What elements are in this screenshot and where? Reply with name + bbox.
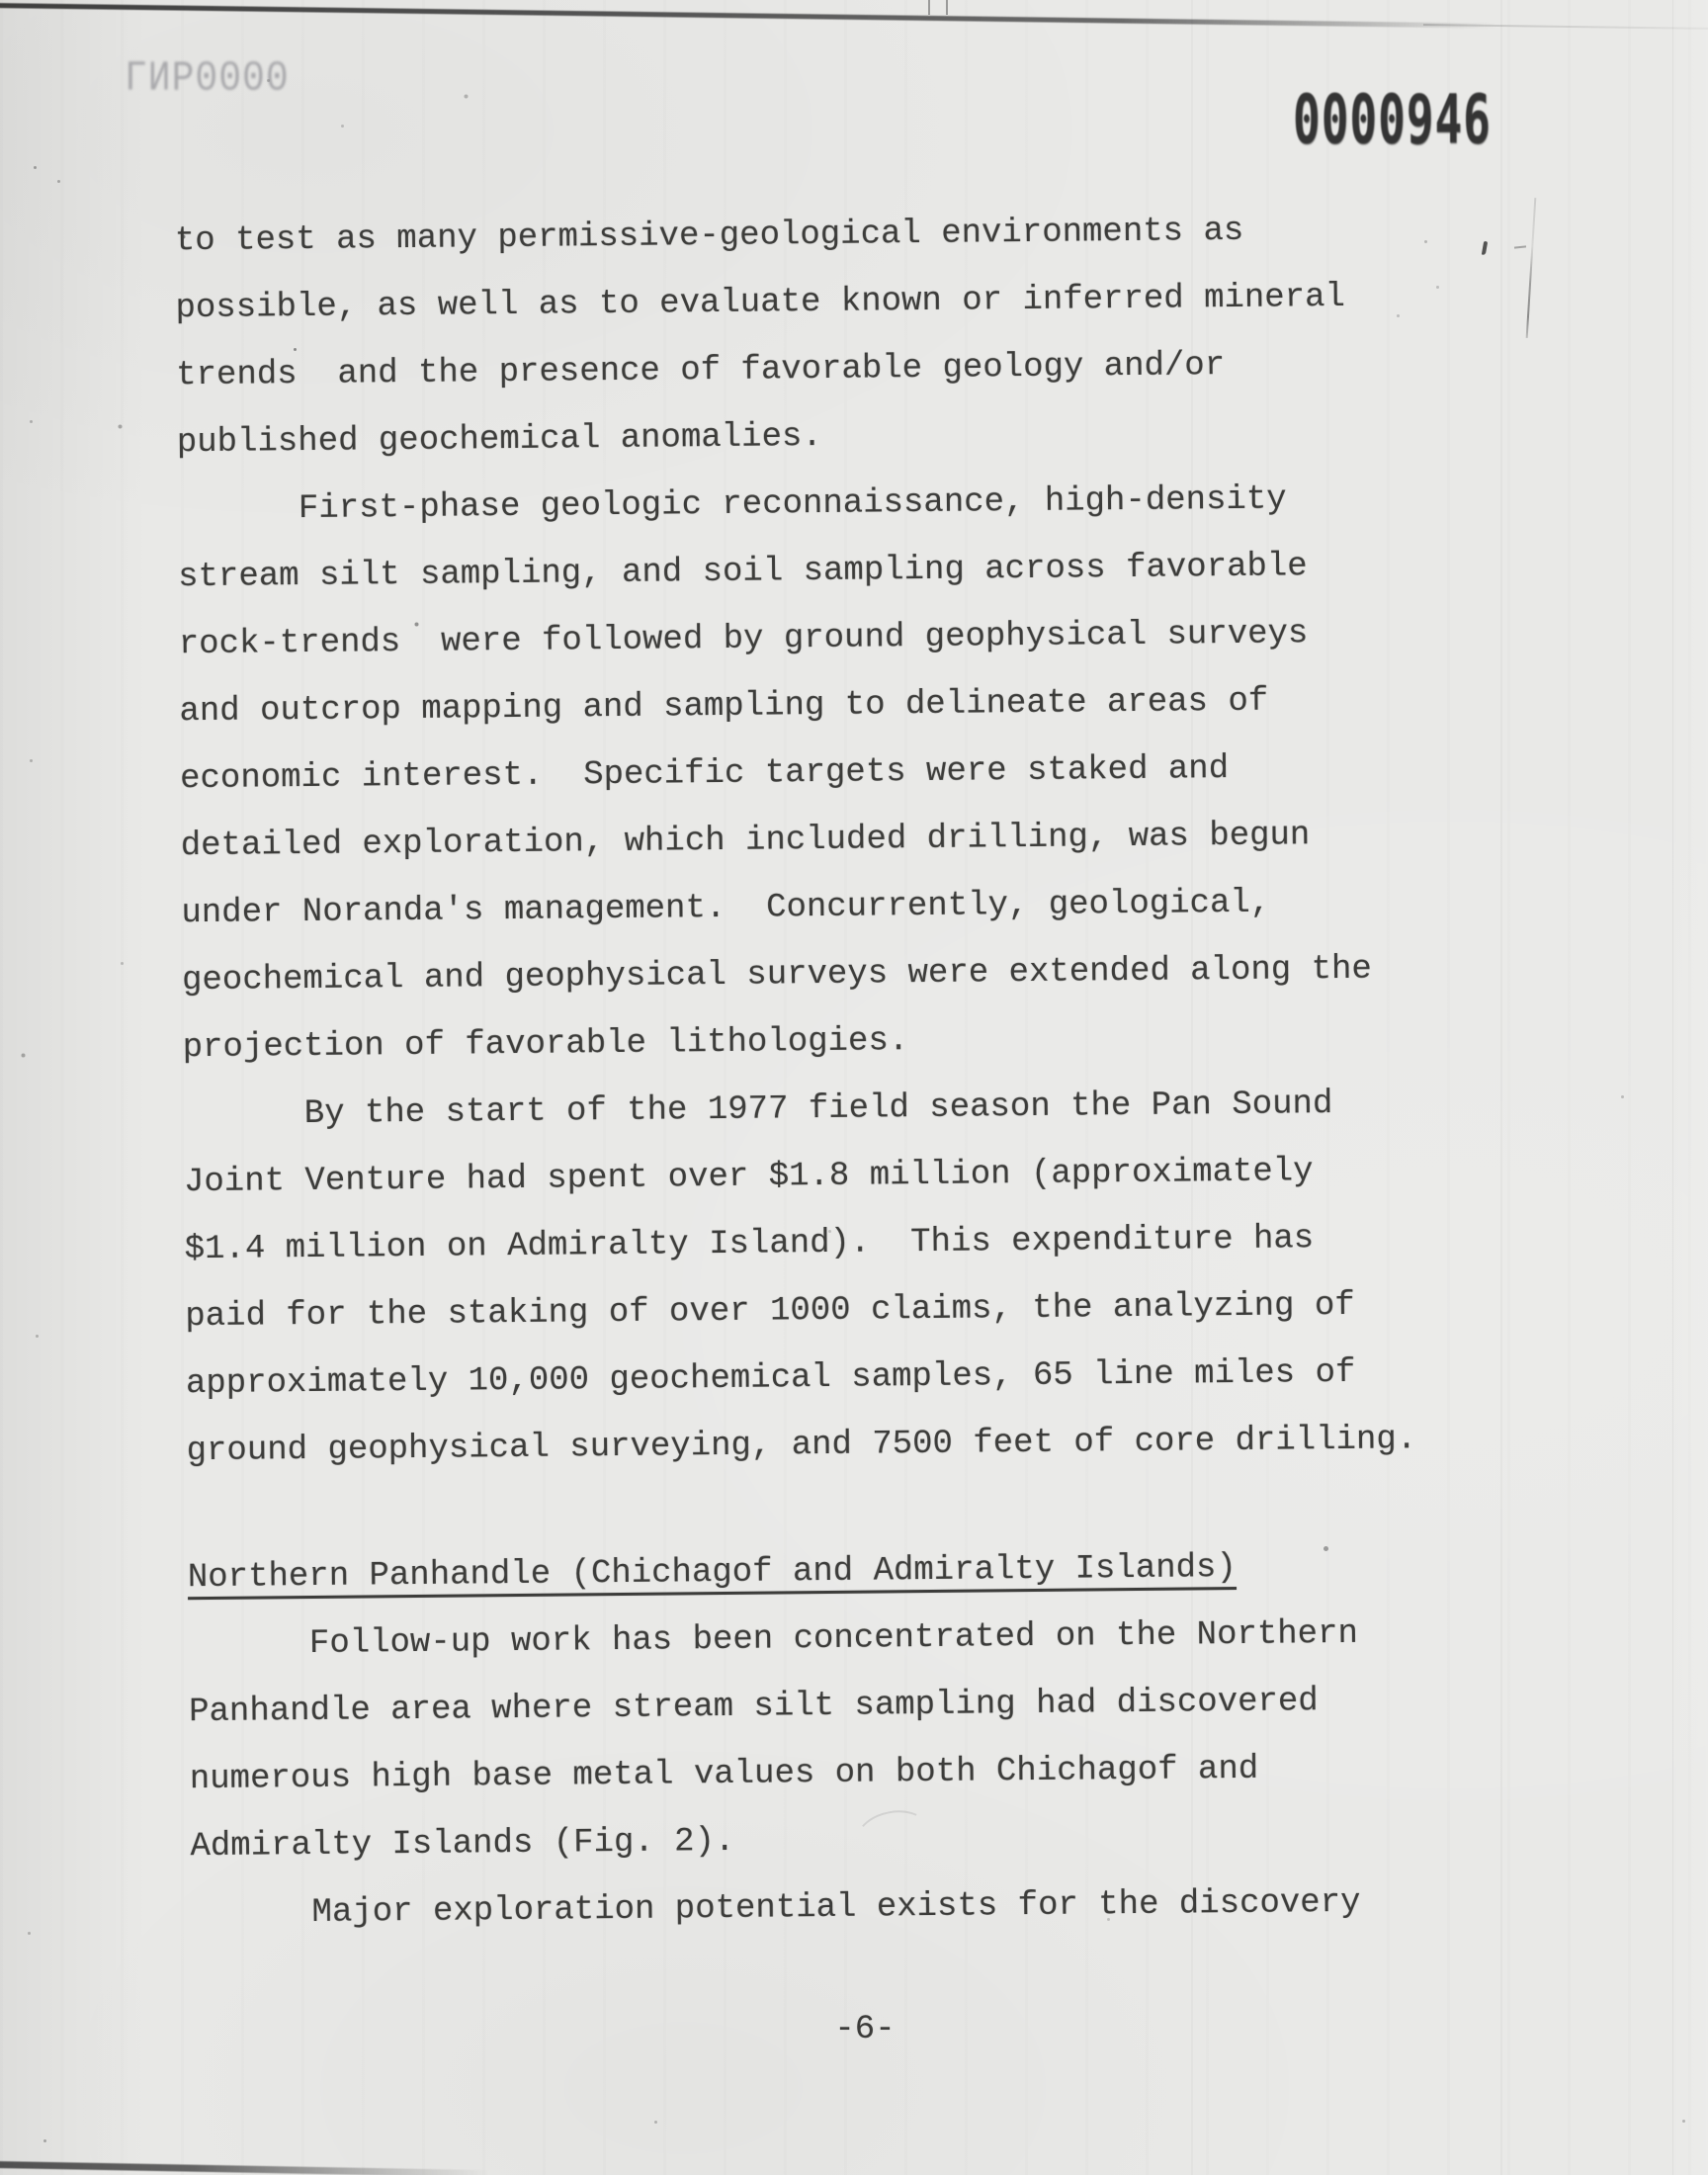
serial-number-stamp: 0000946 [1293,79,1492,159]
scratch-mark [1526,198,1537,338]
body-text-line: detailed exploration, which included drilling, was begun [180,817,1311,866]
body-text-line: projection of favorable lithologies. [182,1022,909,1068]
body-text-line: and outcrop mapping and sampling to delineate areas of [179,682,1269,732]
scan-notch-tick [928,0,930,15]
body-text-line: First-phase geologic reconnaissance, high-density [177,480,1287,530]
body-text-line: rock-trends were followed by ground geophysical surveys [178,615,1309,664]
scan-edge-artifact-bottom [0,2161,490,2175]
faded-stamp: ГИР0000 [125,55,290,104]
section-heading: Northern Panhandle (Chichagof and Admiralty Islands) [187,1549,1238,1598]
page-number: -6- [834,2011,896,2048]
body-text-line: ground geophysical surveying, and 7500 feet of core drilling. [186,1421,1417,1471]
body-text-line: to test as many permissive-geological environments as [174,212,1244,261]
body-text-line: possible, as well as to evaluate known or inferred mineral [175,278,1346,328]
body-text-line: Follow-up work has been concentrated on the Northern [188,1614,1359,1665]
body-text-line: Admiralty Islands (Fig. 2). [190,1822,735,1867]
body-text-line: Major exploration potential exists for the discovery [190,1883,1361,1934]
scan-edge-artifact-top [0,3,1496,28]
stray-ink-mark [1514,245,1526,248]
body-text-line: By the start of the 1977 field season the Pan Sound [183,1086,1333,1135]
body-text-line: stream silt sampling, and soil sampling across favorable [177,548,1308,597]
dust-specks [0,0,3,3]
body-text-line: Joint Venture had spent over $1.8 million (approximately [183,1153,1314,1202]
body-text-line: approximately 10,000 geochemical samples, 65 line miles of [185,1353,1356,1404]
typewritten-text-block [175,196,1477,1948]
scan-streak [1500,0,1502,2175]
body-text-line: economic interest. Specific targets were staked and [179,750,1230,799]
scan-notch-tick [946,0,948,15]
body-text-line: Panhandle area where stream silt sampling had discovered [189,1683,1319,1732]
body-text-line: published geochemical anomalies. [176,418,822,463]
body-text-line: geochemical and geophysical surveys were extended along the [181,950,1373,1000]
body-text-line: trends and the presence of favorable geology and/or [176,347,1226,395]
body-text-line: numerous high base metal values on both Chichagof and [189,1750,1259,1799]
body-text-line: $1.4 million on Admiralty Island). This expenditure has [184,1220,1315,1269]
body-text-line: under Noranda's management. Concurrently, geological, [181,884,1271,933]
scan-streak [1672,0,1673,2175]
body-text-line: paid for the staking of over 1000 claims, the analyzing of [185,1286,1355,1337]
stray-ink-mark [1482,241,1488,255]
